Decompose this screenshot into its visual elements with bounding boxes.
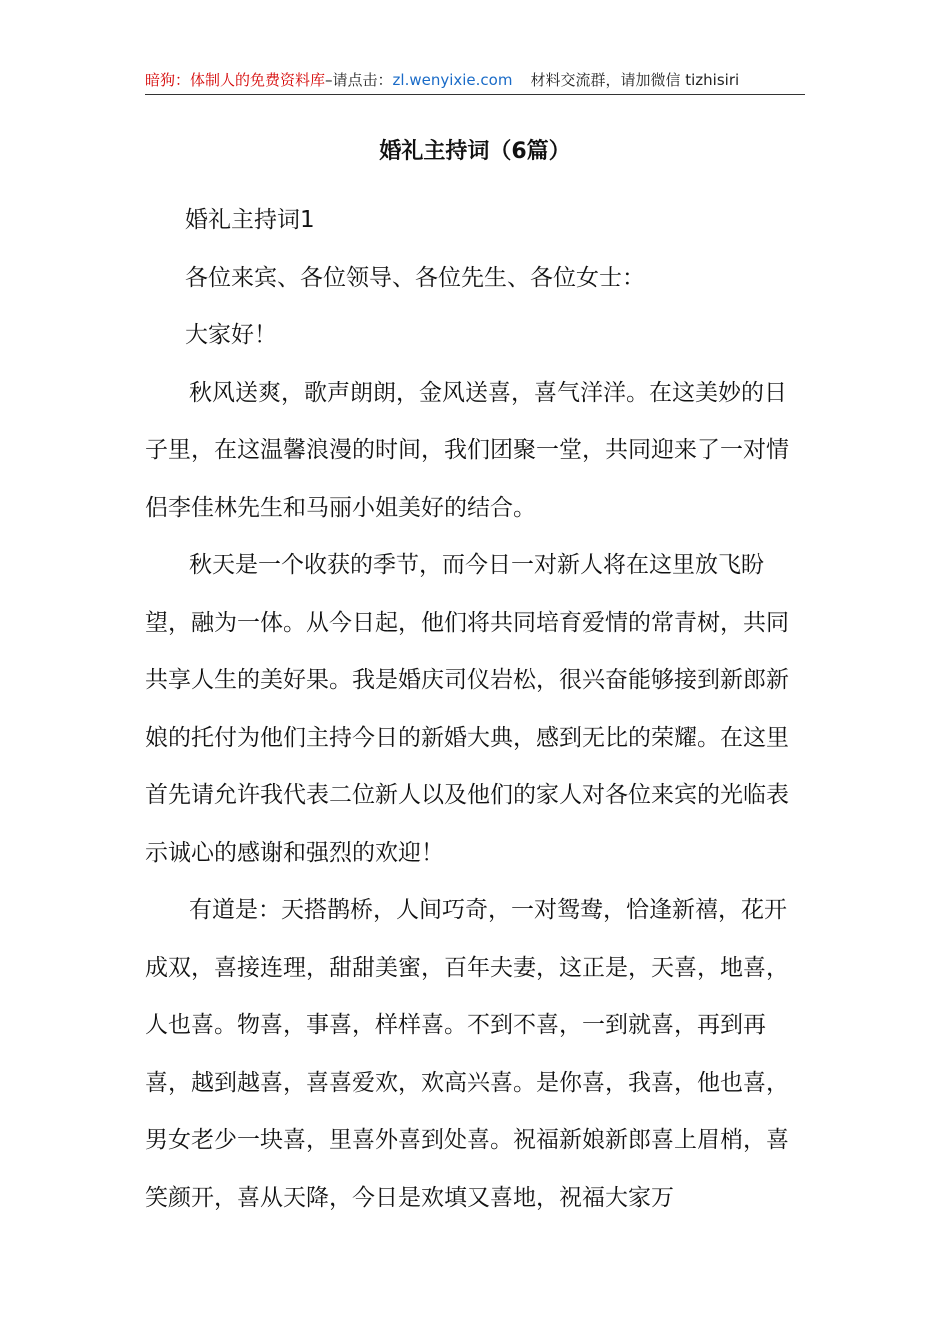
header-cta: –请点击： [325, 71, 393, 89]
header-link[interactable]: zl.wenyixie.com [392, 71, 513, 89]
paragraph: 秋风送爽，歌声朗朗，金风送喜，喜气洋洋。在这美妙的日子里，在这温馨浪漫的时间，我们团聚一堂，共同迎来了一对情侣李佳林先生和马丽小姐美好的结合。 [145, 379, 789, 521]
header-group-note: 材料交流群，请加微信 tizhisiri [530, 71, 740, 89]
page-header [145, 66, 805, 95]
paragraph: 秋天是一个收获的季节，而今日一对新人将在这里放飞盼望，融为一体。从今日起，他们将共同培育爱情的常青树，共同共享人生的美好果。我是婚庆司仪岩松，很兴奋能够接到新郎新娘的托付为他们主持今日的新婚大典，感到无比的荣耀。在这里首先请允许我代表二位新人以及他们的家人对各位来宾的光临表示诚心的感谢和强烈的欢迎！ [145, 552, 789, 866]
document-title: 婚礼主持词（6篇） [379, 139, 571, 164]
section-heading: 婚礼主持词1 [185, 207, 315, 233]
greeting: 大家好！ [185, 322, 277, 348]
paragraph: 有道是：天搭鹊桥，人间巧奇，一对鸳鸯，恰逢新禧，花开成双，喜接连理，甜甜美蜜，百年夫妻，这正是，天喜，地喜，人也喜。物喜，事喜，样样喜。不到不喜，一到就喜，再到再喜，越到越喜，喜喜爱欢，欢高兴喜。是你喜，我喜，他也喜，男女老少一块喜，里喜外喜到处喜。祝福新娘新郎喜上眉梢，喜笑颜开，喜从天降，今日是欢填又喜地，祝福大家万 [145, 897, 789, 1211]
salutation: 各位来宾、各位领导、各位先生、各位女士： [185, 264, 645, 291]
document-body [145, 192, 807, 1227]
header-brand: 暗狗：体制人的免费资料库 [145, 71, 326, 89]
